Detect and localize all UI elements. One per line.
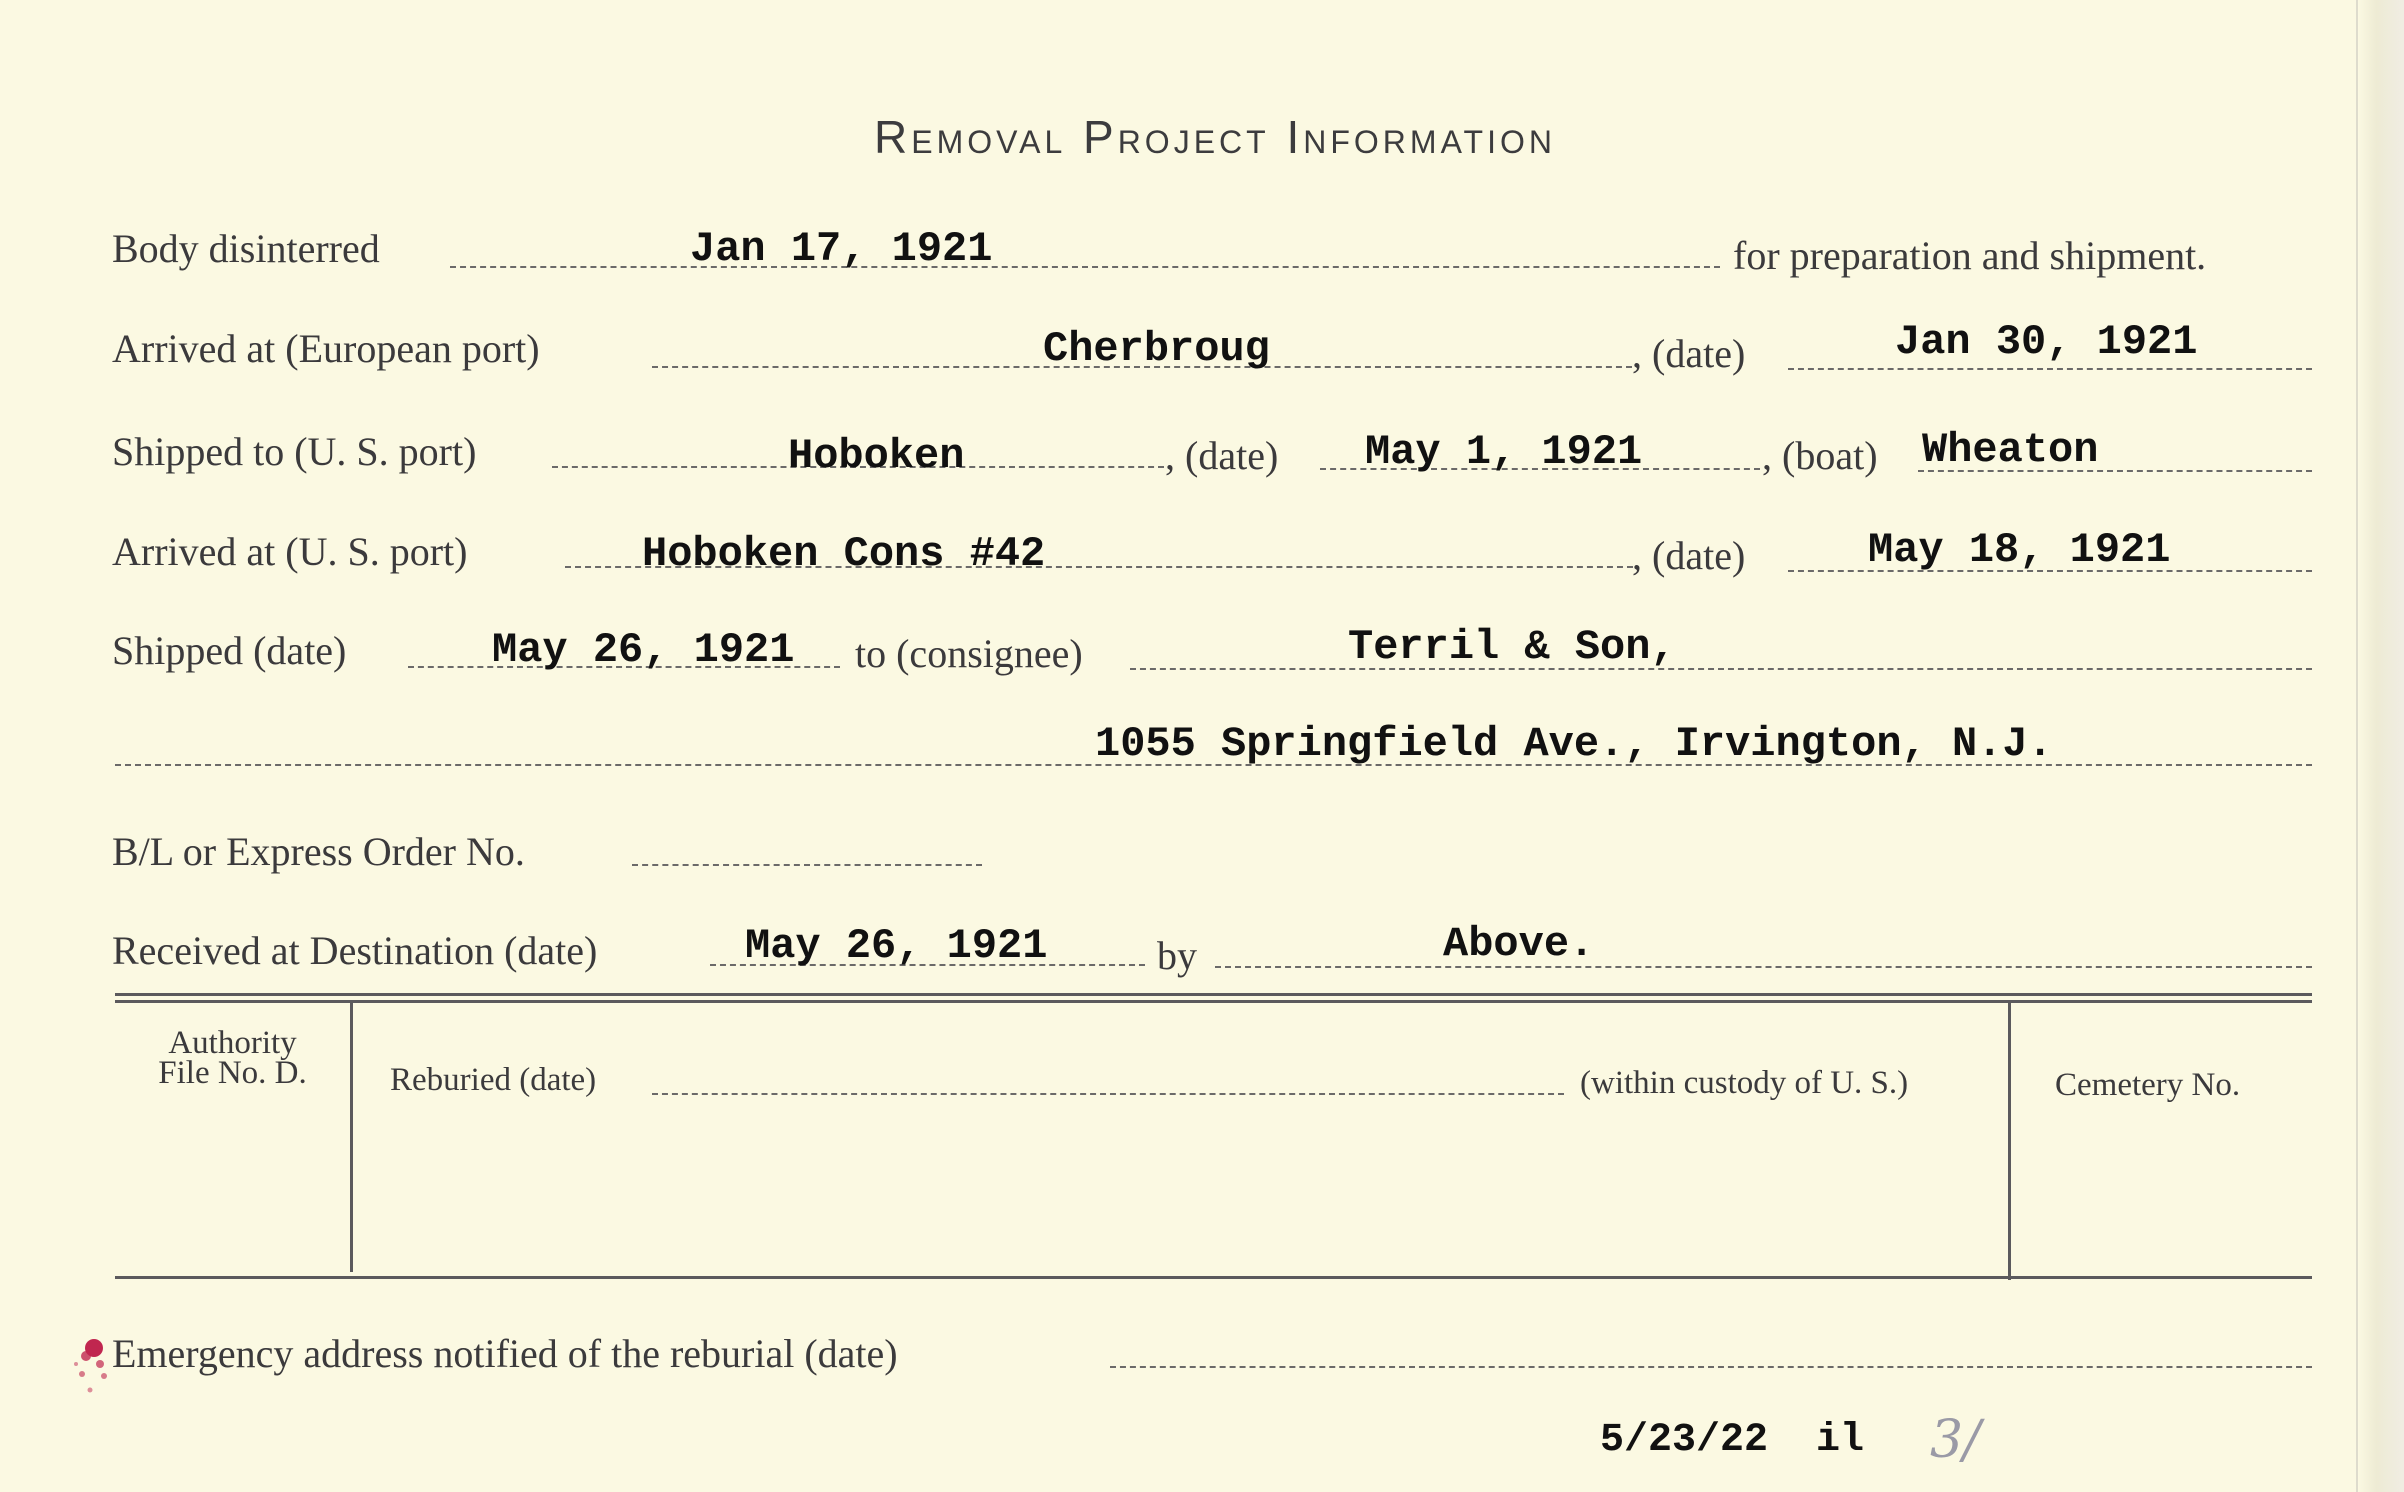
arrived-us-date-label: , (date) xyxy=(1632,533,1746,578)
authority-line-2: File No. D. xyxy=(158,1055,307,1091)
shipped-us-date-label: , (date) xyxy=(1165,433,1279,478)
arrived-us-port: Hoboken Cons #42 xyxy=(642,530,1046,578)
box-top-rule-2 xyxy=(115,1000,2312,1003)
shipped-us-label: Shipped to (U. S. port) xyxy=(112,429,477,474)
arrived-us-date: May 18, 1921 xyxy=(1868,526,2171,574)
box-bottom-rule xyxy=(115,1276,2312,1279)
received-by-line xyxy=(1215,966,2312,968)
arrived-eu-label: Arrived at (European port) xyxy=(112,326,540,371)
received-by-label: by xyxy=(1157,933,1197,978)
handwritten-mark: 3/ xyxy=(1930,1410,1981,1470)
authority-heading xyxy=(120,1025,345,1091)
disinterred-suffix: for preparation and shipment. xyxy=(1733,233,2207,278)
emergency-line xyxy=(1110,1366,2312,1368)
arrived-eu-date: Jan 30, 1921 xyxy=(1895,318,2198,366)
consignee-name: Terril & Son, xyxy=(1348,623,1676,671)
disinterred-date: Jan 17, 1921 xyxy=(690,225,993,273)
received-label: Received at Destination (date) xyxy=(112,928,598,973)
shipped-us-port: Hoboken xyxy=(788,432,965,480)
box-divider-right xyxy=(2008,1002,2011,1280)
file-code: 5/23/22 il xyxy=(1600,1418,1865,1463)
received-by: Above. xyxy=(1443,920,1595,968)
cemetery-label: Cemetery No. xyxy=(2055,1067,2241,1103)
bl-line xyxy=(632,864,982,866)
bl-label: B/L or Express Order No. xyxy=(112,829,525,874)
reburied-label: Reburied (date) xyxy=(390,1062,597,1098)
reburied-line xyxy=(652,1093,1564,1095)
shipped-us-boat-label: , (boat) xyxy=(1762,433,1878,478)
shipped-us-boat: Wheaton xyxy=(1922,426,2099,474)
received-date: May 26, 1921 xyxy=(745,922,1048,970)
shipped-date: May 26, 1921 xyxy=(492,626,795,674)
consignee-address: 1055 Springfield Ave., Irvington, N.J. xyxy=(1095,720,2053,768)
shipped-us-date: May 1, 1921 xyxy=(1365,428,1643,476)
custody-label: (within custody of U. S.) xyxy=(1580,1065,1909,1101)
disinterred-line xyxy=(450,266,1720,268)
card-title: Removal Project Information xyxy=(874,111,1556,163)
shipped-date-label: Shipped (date) xyxy=(112,628,347,673)
emergency-label: Emergency address notified of the reburial (date) xyxy=(112,1331,898,1376)
box-top-rule-1 xyxy=(115,993,2312,996)
arrived-eu-date-line xyxy=(1788,368,2312,370)
authority-line-1: Authority xyxy=(168,1025,297,1061)
arrived-eu-port: Cherbroug xyxy=(1043,325,1270,373)
consignee-line xyxy=(1130,668,2312,670)
arrived-us-label: Arrived at (U. S. port) xyxy=(112,529,468,574)
arrived-eu-date-label: , (date) xyxy=(1632,331,1746,376)
consignee-label: to (consignee) xyxy=(855,631,1083,676)
box-divider-left xyxy=(350,1002,353,1272)
disinterred-label: Body disinterred xyxy=(112,226,380,271)
